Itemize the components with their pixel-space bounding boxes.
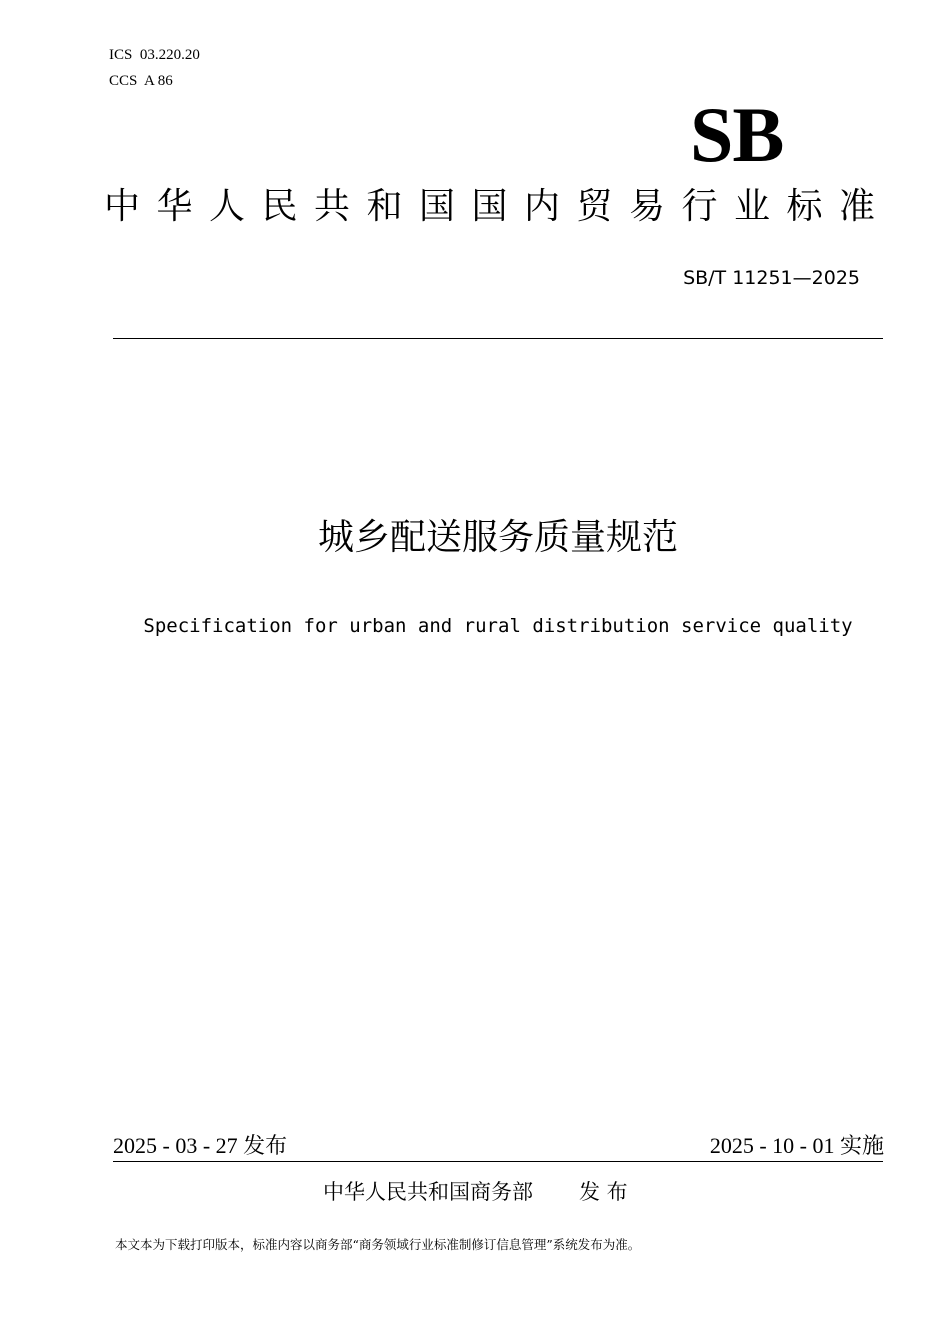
issuer-line (323, 1178, 628, 1206)
ics-code: ICS 03.220.20 (109, 47, 200, 63)
header-divider (113, 338, 883, 339)
document-title-chinese: 城乡配送服务质量规范 (317, 517, 678, 558)
sb-logo: SB (690, 91, 784, 178)
organization-title: 中华人民共和国国内贸易行业标准 (104, 186, 892, 227)
document-title-english: Specification for urban and rural distribution service quality (143, 615, 853, 637)
implementation-date: 2025 - 10 - 01 实施 (709, 1133, 884, 1158)
standard-number: SB/T 11251—2025 (683, 267, 860, 289)
issue-date: 2025 - 03 - 27 发布 (113, 1133, 288, 1158)
download-notice: 本文本为下载打印版本，标准内容以商务部“商务领域行业标准制修订信息管理”系统发布为准。 (115, 1237, 641, 1252)
issuer-name: 中华人民共和国商务部 (323, 1180, 533, 1204)
ccs-code: CCS A 86 (109, 73, 173, 89)
issuer-action: 发 布 (579, 1180, 628, 1204)
footer-divider (113, 1161, 883, 1162)
